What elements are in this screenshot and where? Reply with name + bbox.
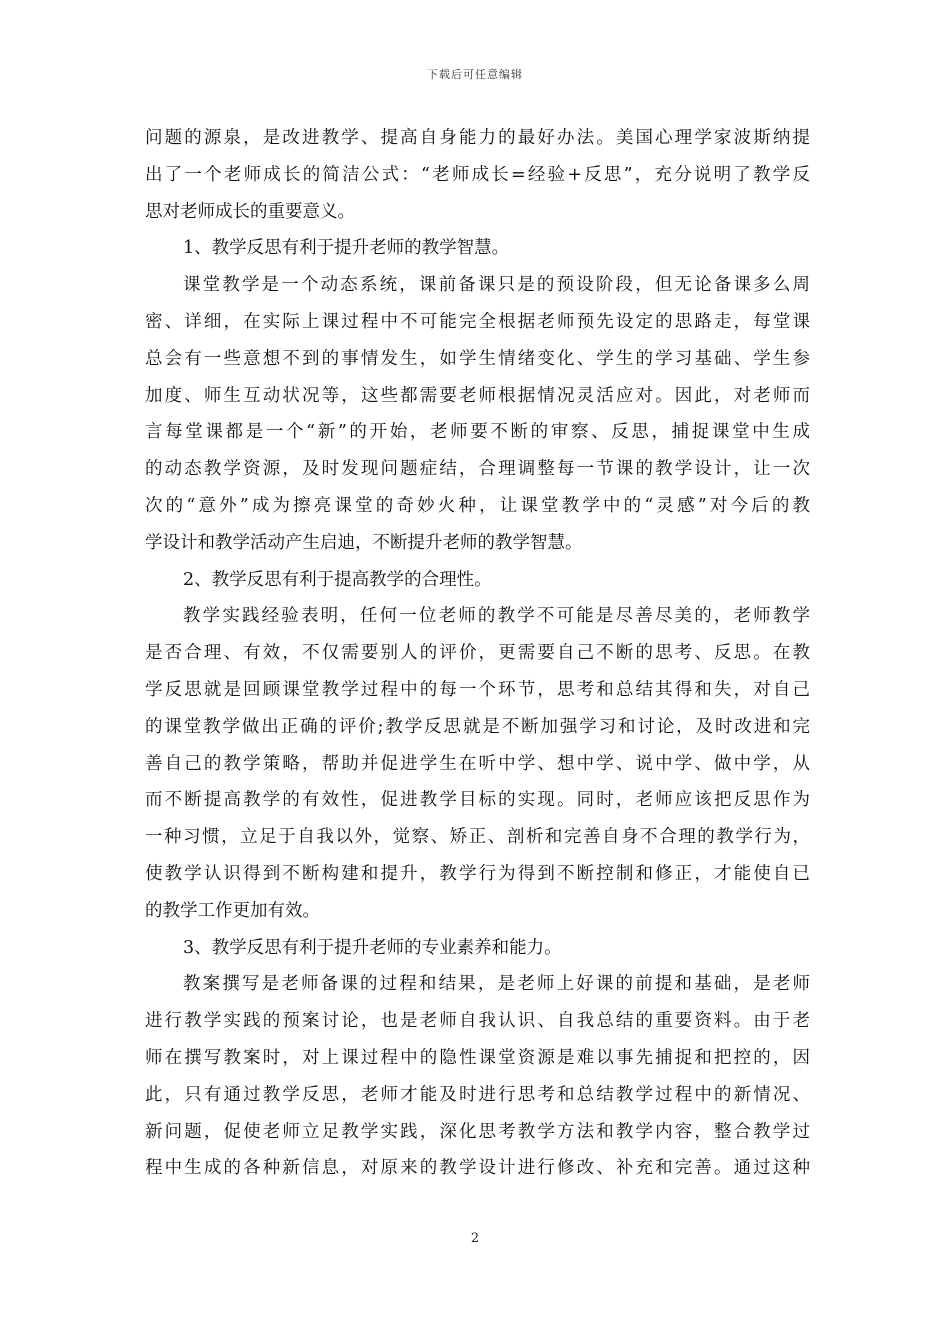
paragraph-line: 次的“意外”成为擦亮课堂的奇妙火种，让课堂教学中的“灵感”对今后的教 — [145, 495, 810, 516]
section-heading-3: 3、教学反思有利于提升老师的专业素养和能力。 — [183, 937, 562, 958]
paragraph-line: 总会有一些意想不到的事情发生，如学生情绪变化、学生的学习基础、学生参 — [145, 348, 810, 369]
paragraph-line: 加度、师生互动状况等，这些都需要老师根据情况灵活应对。因此，对老师而 — [145, 385, 810, 406]
paragraph-line: 的课堂教学做出正确的评价;教学反思就是不断加强学习和讨论，及时改进和完 — [145, 716, 810, 737]
paragraph-line: 的动态教学资源，及时发现问题症结，合理调整每一节课的教学设计，让一次 — [145, 459, 810, 480]
paragraph-line: 问题的源泉，是改进教学、提高自身能力的最好办法。美国心理学家波斯纳提 — [145, 128, 810, 148]
page-header-note: 下载后可任意编辑 — [427, 68, 523, 81]
paragraph-line: 教案撰写是老师备课的过程和结果，是老师上好课的前提和基础，是老师 — [183, 974, 810, 995]
paragraph-line: 学设计和教学活动产生启迪，不断提升老师的教学智慧。 — [145, 532, 583, 553]
paragraph-line: 课堂教学是一个动态系统，课前备课只是的预设阶段，但无论备课多么周 — [183, 275, 810, 296]
paragraph-line: 而不断提高教学的有效性，促进教学目标的实现。同时，老师应该把反思作为 — [145, 790, 810, 811]
section-heading-2: 2、教学反思有利于提高教学的合理性。 — [183, 569, 492, 590]
page-number: 2 — [470, 1231, 480, 1246]
paragraph-line: 密、详细，在实际上课过程中不可能完全根据老师预先设定的思路走，每堂课 — [145, 311, 810, 332]
paragraph-line: 善自己的教学策略，帮助并促进学生在听中学、想中学、说中学、做中学，从 — [145, 753, 810, 774]
paragraph-line: 言每堂课都是一个“新”的开始，老师要不断的审察、反思，捕捉课堂中生成 — [145, 422, 810, 443]
paragraph-line: 是否合理、有效，不仅需要别人的评价，更需要自己不断的思考、反思。在教 — [145, 643, 810, 664]
paragraph-line: 进行教学实践的预案讨论，也是老师自我认识、自我总结的重要资料。由于老 — [145, 1011, 810, 1032]
paragraph-line: 程中生成的各种新信息，对原来的教学设计进行修改、补充和完善。通过这种 — [145, 1158, 810, 1179]
paragraph-line: 思对老师成长的重要意义。 — [145, 201, 355, 222]
section-heading-1: 1、教学反思有利于提升老师的教学智慧。 — [183, 238, 510, 259]
paragraph-line: 出了一个老师成长的简洁公式：“老师成长=经验+反思”，充分说明了教学反 — [145, 164, 810, 185]
paragraph-line: 的教学工作更加有效。 — [145, 900, 320, 921]
paragraph-line: 使教学认识得到不断构建和提升，教学行为得到不断控制和修正，才能使自已 — [145, 863, 810, 884]
paragraph-line: 教学实践经验表明，任何一位老师的教学不可能是尽善尽美的，老师教学 — [183, 606, 810, 627]
paragraph-line: 一种习惯，立足于自我以外，觉察、矫正、剖析和完善自身不合理的教学行为， — [145, 827, 810, 848]
document-body — [145, 120, 810, 1187]
paragraph-line: 新问题，促使老师立足教学实践，深化思考教学方法和教学内容，整合教学过 — [145, 1121, 810, 1142]
paragraph-line: 学反思就是回顾课堂教学过程中的每一个环节，思考和总结其得和失，对自己 — [145, 679, 810, 700]
paragraph-line: 师在撰写教案时，对上课过程中的隐性课堂资源是难以事先捕捉和把控的，因 — [145, 1047, 810, 1068]
paragraph-line: 此，只有通过教学反思，老师才能及时进行思考和总结教学过程中的新情况、 — [145, 1084, 810, 1105]
